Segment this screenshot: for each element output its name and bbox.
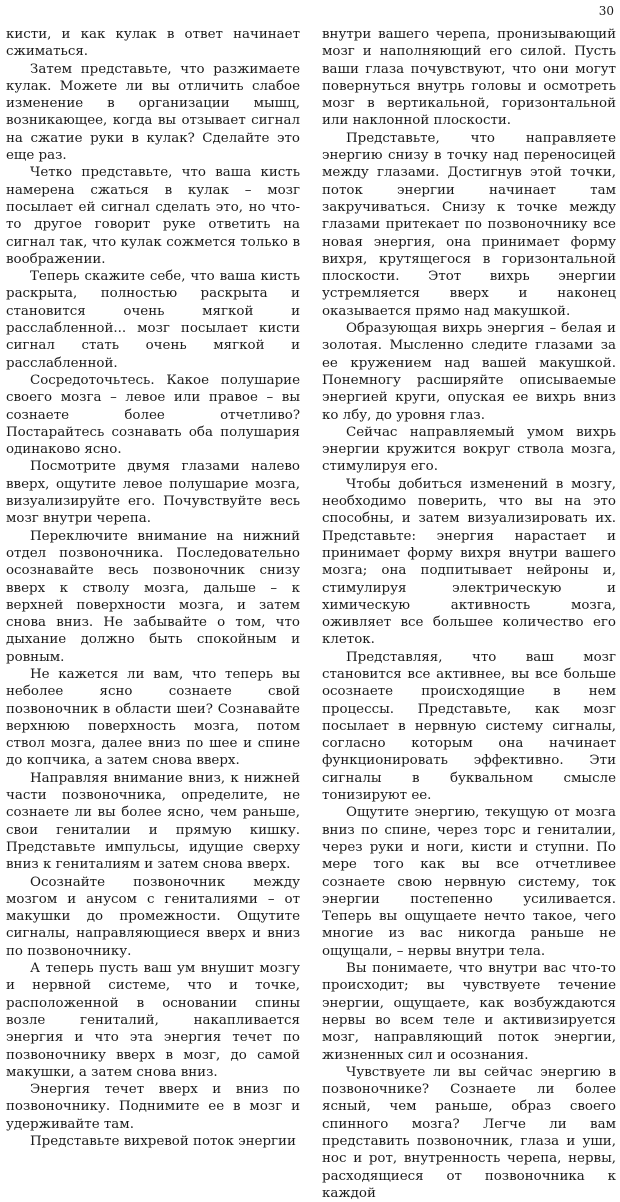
paragraph: Переключите внимание на нижний отдел позвоночника. Последовательно осознавайте весь позвоночник снизу вверх к стволу мозга, дальше – к верхней поверхности мозга, и затем снова вниз. Не забывайте о том, что дыхание должно быть спокойным и ровным. [6, 528, 300, 665]
paragraph: Чувствуете ли вы сейчас энергию в позвоночнике? Сознаете ли более ясный, чем раньше, образ своего спинного мозга? Легче ли вам представить позвоночник, глаза и уши, нос и рот, внутренность черепа, нервы, расходящиеся от позвоночника к каждой [322, 1064, 616, 1201]
paragraph: кисти, и как кулак в ответ начинает сжиматься. [6, 27, 300, 60]
paragraph: Представьте вихревой поток энергии [30, 1134, 296, 1149]
paragraph: Сейчас направляемый умом вихрь энергии кружится вокруг ствола мозга, стимулируя его. [322, 424, 616, 475]
paragraph: Направляя внимание вниз, к нижней части позвоночника, определите, не сознаете ли вы более ясно, чем раньше, свои гениталии и прямую кишку. Представьте импульсы, идущие сверху вниз к гениталиям и затем снова вверх. [6, 770, 300, 873]
paragraph: Четко представьте, что ваша кисть намерена сжаться в кулак – мозг посылает ей сигнал сделать это, но что-то другое говорит руке ответить на сигнал так, что кулак сожмется только в воображении. [6, 165, 300, 267]
left-column [6, 26, 300, 1149]
paragraph: Не кажется ли вам, что теперь вы неболее ясно сознаете свой позвоночник в области шеи? Сознавайте верхнюю поверхность мозга, потом ствол мозга, далее вниз по шее и спине до копчика, а затем снова вверх. [6, 666, 300, 769]
paragraph: Вы понимаете, что внутри вас что-то происходит; вы чувствуете течение энергии, ощущаете, как возбуждаются нервы во всем теле и активизируется мозг, направляющий поток энергии, жизненных сил и осознания. [322, 961, 616, 1063]
paragraph: внутри вашего черепа, пронизывающий мозг и наполняющий его силой. Пусть ваши глаза почувствуют, что они могут повернуться внутрь головы и осмотреть мозг в вертикальной, горизонтальной или наклонной плоскости. [322, 27, 616, 129]
page-number: 30 [598, 4, 614, 18]
paragraph: Представляя, что ваш мозг становится все активнее, вы все больше осознаете происходящие в нем процессы. Представьте, как мозг посылает в нервную систему сигналы, согласно которым она начинает функционировать эффективно. Эти сигналы в буквальном смысле тонизируют ее. [322, 649, 616, 804]
paragraph: Представьте, что направляете энергию снизу в точку над переносицей между глазами. Достигнув этой точки, поток энергии начинает там закручиваться. Снизу к точке между глазами притекает по позвоночнику все новая энергия, она принимает форму вихря, крутящегося в горизонтальной плоскости. Этот вихрь энергии устремляется вверх и наконец оказывается прямо над макушкой. [322, 130, 616, 319]
paragraph: Сосредоточьтесь. Какое полушарие своего мозга – левое или правое – вы сознаете более отчетливо? Постарайтесь сознавать оба полушария одинаково ясно. [6, 372, 300, 458]
paragraph: Теперь скажите себе, что ваша кисть раскрыта, полностью раскрыта и становится очень мягкой и расслабленной... мозг посылает кисти сигнал стать очень мягкой и расслабленной. [6, 269, 300, 371]
right-column [322, 26, 616, 1201]
paragraph: Образующая вихрь энергия – белая и золотая. Мысленно следите глазами за ее кружением над вашей макушкой. Понемногу расширяйте описываемые энергией круги, опуская ее вихрь вниз ко лбу, до уровня глаз. [322, 321, 616, 423]
paragraph: А теперь пусть ваш ум внушит мозгу и нервной системе, что и точке, расположенной в основании спины возле гениталий, накапливается энергия и что эта энергия течет по позвоночнику вверх в мозг, до самой макушки, а затем снова вниз. [6, 961, 300, 1080]
paragraph: Затем представьте, что разжимаете кулак. Можете ли вы отличить слабое изменение в организации мышц, возникающее, когда вы отзывает сигнал на сжатие руки в кулак? Сделайте это еще раз. [6, 61, 300, 164]
paragraph: Ощутите энергию, текущую от мозга вниз по спине, через торс и гениталии, через руки и ноги, кисти и ступни. По мере того как вы все отчетливее сознаете свою нервную систему, ток энергии постепенно усиливается. Теперь вы ощущаете нечто такое, чего многие из вас никогда раньше не ощущали, – нервы внутри тела. [322, 805, 616, 959]
paragraph: Осознайте позвоночник между мозгом и анусом с гениталиями – от макушки до промежности. Ощутите сигналы, направляющиеся вверх и вниз по позвоночнику. [6, 874, 300, 959]
paragraph: Чтобы добиться изменений в мозгу, необходимо поверить, что вы на это способны, и затем визуализировать их. Представьте: энергия нарастает и принимает форму вихря внутри вашего мозга; она подпитывает нейроны и, стимулируя электрическую и химическую активность мозга, оживляет все большее количество его клеток. [322, 476, 616, 648]
paragraph: Энергия течет вверх и вниз по позвоночнику. Поднимите ее в мозг и удерживайте там. [6, 1082, 300, 1132]
paragraph: Посмотрите двумя глазами налево вверх, ощутите левое полушарие мозга, визуализируйте его. Почувствуйте весь мозг внутри черепа. [6, 459, 300, 527]
